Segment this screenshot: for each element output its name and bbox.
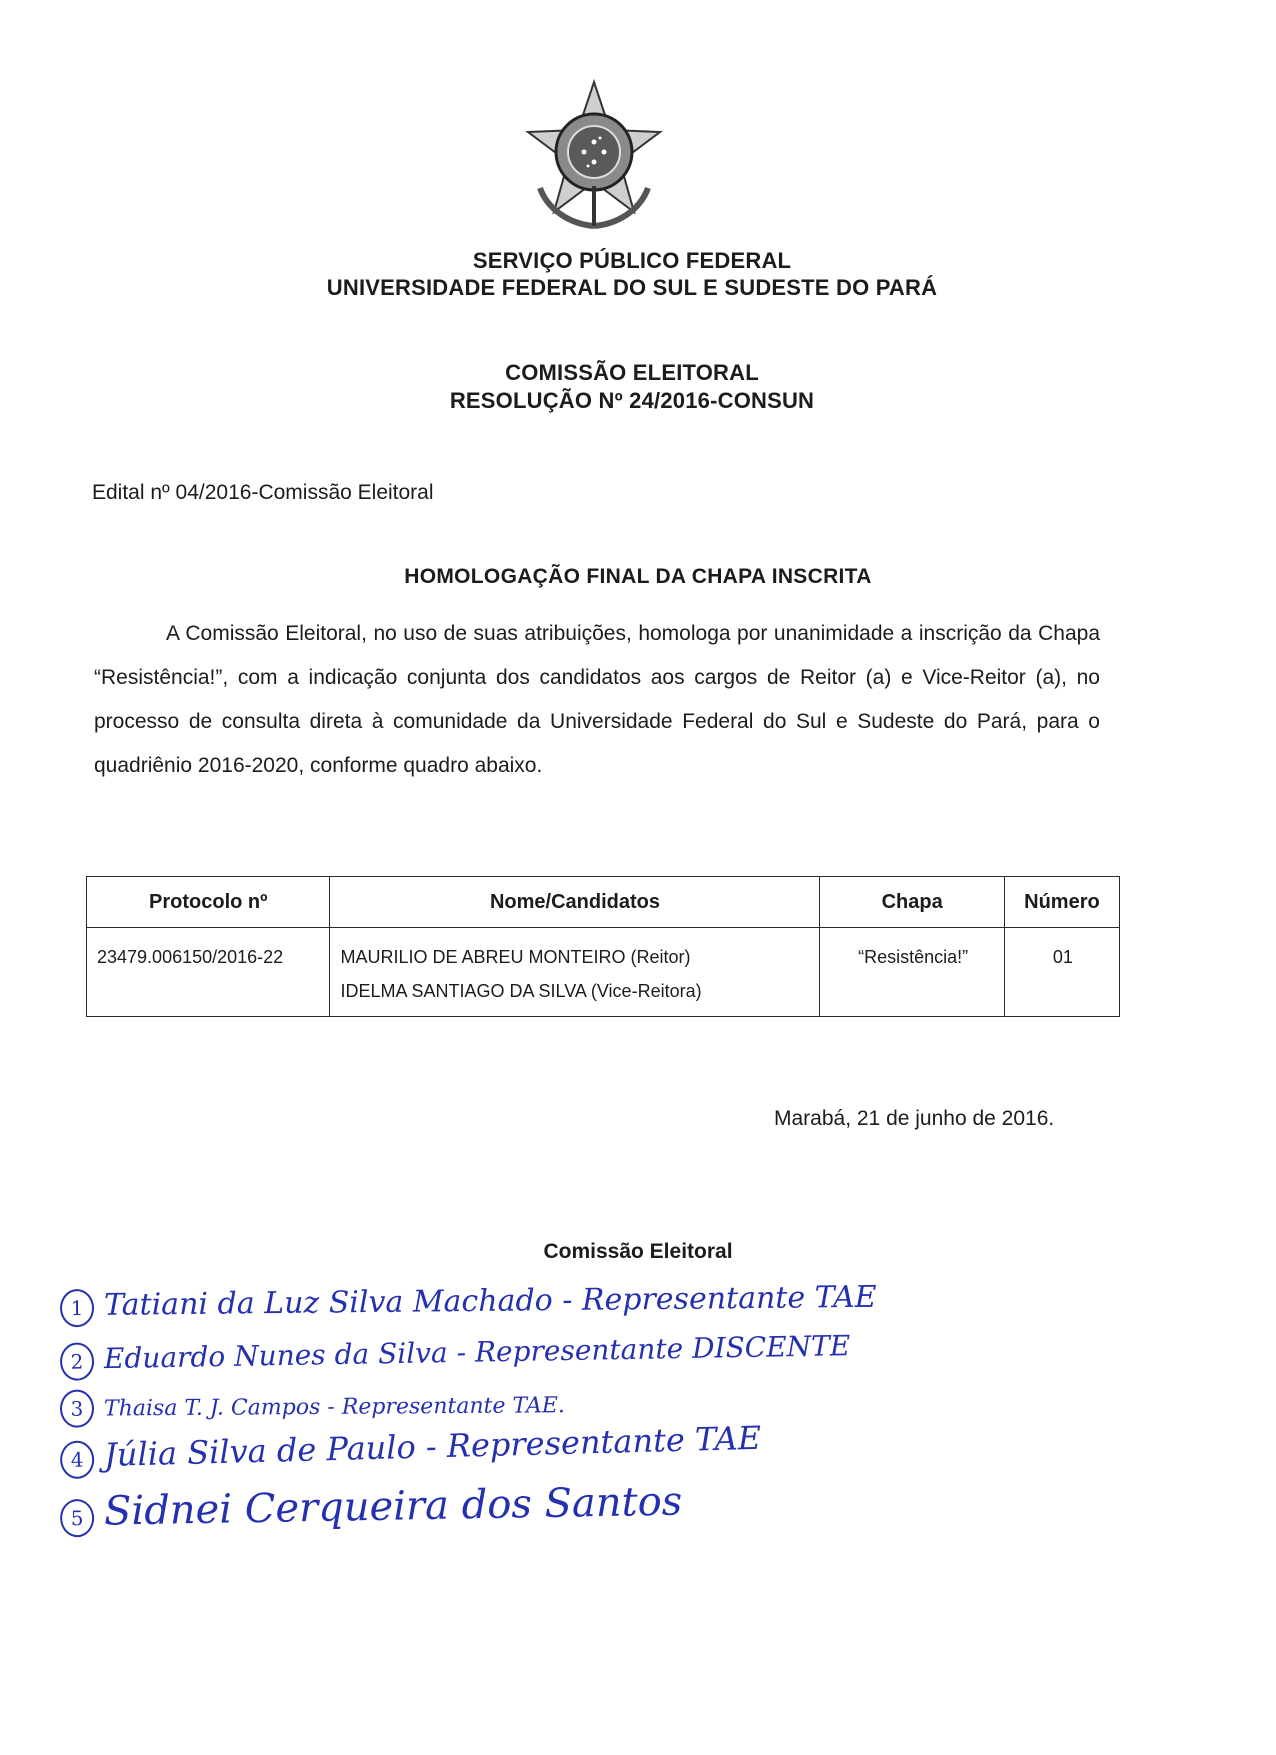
cell-numero: 01 (1004, 928, 1119, 1017)
table-header-row (87, 877, 1120, 928)
candidate-vice-reitora: IDELMA SANTIAGO DA SILVA (Vice-Reitora) (340, 981, 702, 1001)
coat-of-arms-seal-icon (518, 78, 670, 230)
cell-candidates (330, 928, 820, 1017)
edital-reference: Edital nº 04/2016-Comissão Eleitoral (92, 481, 434, 504)
commission-signature-title: Comissão Eleitoral (543, 1240, 733, 1263)
signatures-block (60, 1270, 1060, 1570)
header-numero: Número (1004, 877, 1119, 928)
signature-text: Júlia Silva de Paulo - Representante TAE (103, 1418, 762, 1475)
signature-text: Eduardo Nunes da Silva - Representante DISCENTE (103, 1329, 851, 1376)
body-paragraph: A Comissão Eleitoral, no uso de suas atribuições, homologa por unanimidade a inscrição da Chapa “Resistência!”, com a indicação conjunta dos candidatos aos cargos de Reitor (a) e Vice-Reitor (a), no processo de consulta direta à comunidade da Universidade Federal do Sul e Sudeste do Pará, para o quadriênio 2016-2020, conforme quadro abaixo. (94, 622, 1100, 777)
signature-5 (60, 1479, 683, 1538)
table-row (87, 928, 1120, 1017)
document-date: Marabá, 21 de junho de 2016. (774, 1107, 1055, 1130)
signature-text: Thaisa T. J. Campos - Representante TAE. (103, 1393, 565, 1422)
header-protocolo: Protocolo nº (87, 877, 330, 928)
candidates-table (86, 876, 1120, 1017)
signature-text: Tatiani da Luz Silva Machado - Representante TAE (103, 1279, 877, 1323)
header-service-title: SERVIÇO PÚBLICO FEDERAL (472, 248, 792, 273)
signature-2 (60, 1329, 851, 1381)
header-chapa: Chapa (820, 877, 1004, 928)
signature-3 (60, 1386, 565, 1428)
header-resolution-number: RESOLUÇÃO Nº 24/2016-CONSUN (449, 388, 815, 413)
signature-number: 4 (60, 1440, 95, 1479)
signature-1 (60, 1280, 877, 1328)
header-nome-candidatos: Nome/Candidatos (330, 877, 820, 928)
signature-4 (60, 1419, 762, 1479)
cell-protocolo: 23479.006150/2016-22 (87, 928, 330, 1017)
signature-number: 2 (60, 1342, 95, 1381)
signature-number: 5 (60, 1499, 95, 1538)
signature-text: Sidnei Cerqueira dos Santos (103, 1478, 683, 1535)
cell-chapa: “Resistência!” (820, 928, 1004, 1017)
header-university-title: UNIVERSIDADE FEDERAL DO SUL E SUDESTE DO PARÁ (326, 275, 938, 300)
header-commission-title: COMISSÃO ELEITORAL (505, 360, 759, 385)
signature-number: 3 (60, 1390, 94, 1428)
document-subject: HOMOLOGAÇÃO FINAL DA CHAPA INSCRITA (404, 565, 872, 588)
signature-number: 1 (60, 1289, 94, 1327)
candidate-reitor: MAURILIO DE ABREU MONTEIRO (Reitor) (340, 947, 691, 967)
